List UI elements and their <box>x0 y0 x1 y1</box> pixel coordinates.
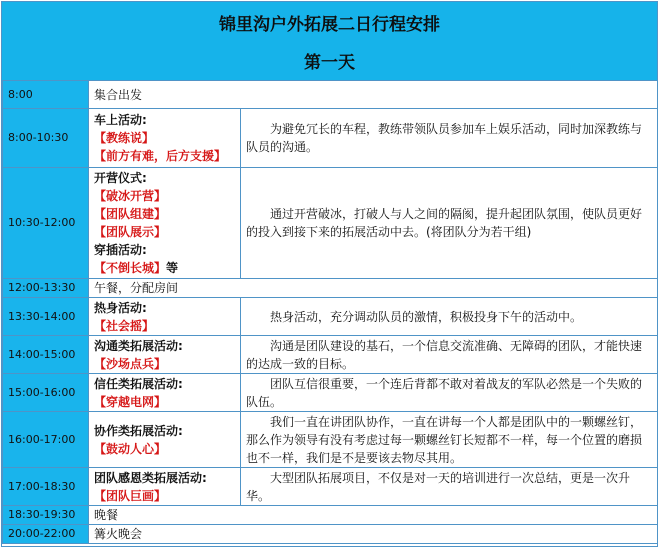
description-cell <box>241 374 658 412</box>
description-cell <box>241 336 658 374</box>
activity-item: 【破冰开营】 <box>94 189 167 203</box>
table-row <box>3 374 658 412</box>
schedule-sheet <box>1 1 658 547</box>
table-row <box>3 109 658 168</box>
activity-cell <box>89 412 241 468</box>
time-cell: 20:00-22:00 <box>3 525 89 544</box>
description-cell <box>241 468 658 506</box>
table-row <box>3 298 658 336</box>
time-cell: 17:00-18:30 <box>3 468 89 506</box>
activity-item-suffix: 等 <box>166 261 179 275</box>
description-cell <box>241 412 658 468</box>
description-text: 通过开营破冰，打破人与人之间的隔阂，提升起团队氛围，使队员更好的投入到接下来的拓展活动中去。(将团队分为若干组) <box>246 207 643 239</box>
activity-item: 【团队组建】 <box>94 207 167 221</box>
page-title: 锦里沟户外拓展二日行程安排 <box>219 15 440 35</box>
activity-label: 沟通类拓展活动: <box>94 338 183 353</box>
activity-label: 开营仪式: <box>94 171 147 185</box>
description-text: 大型团队拓展项目，不仅是对一天的培训进行一次总结，更是一次升华。 <box>246 470 631 503</box>
activity-cell <box>89 109 241 168</box>
activity-item: 【穿越电网】 <box>94 394 167 409</box>
table-row <box>3 412 658 468</box>
activity-cell <box>89 336 241 374</box>
activity-item: 【团队展示】 <box>94 225 167 239</box>
table-row <box>3 525 658 544</box>
activity-cell <box>89 374 241 412</box>
description-text: 热身活动，充分调动队员的激情，积极投身下午的活动中。 <box>270 309 583 324</box>
description-text: 我们一直在讲团队协作，一直在讲每一个人都是团队中的一颗螺丝钉，那么作为领导有没有考虑过每一颗螺丝钉长短都不一样，每一个位置的磨损也不一样，我们是不是要该去物尽其用。 <box>246 414 643 465</box>
activity-item: 【前方有难，后方支援】 <box>94 149 227 163</box>
description-text: 为避免冗长的车程，教练带领队员参加车上娱乐活动，同时加深教练与队员的沟通。 <box>246 122 643 154</box>
time-cell: 8:00 <box>3 81 89 109</box>
activity-cell: 集合出发 <box>89 81 658 109</box>
activity-label: 信任类拓展活动: <box>94 376 183 391</box>
schedule-table <box>2 80 658 544</box>
table-row <box>3 81 658 109</box>
activity-item-row <box>94 259 235 277</box>
activity-cell <box>89 168 241 279</box>
time-cell: 14:00-15:00 <box>3 336 89 374</box>
activity-item: 【团队巨画】 <box>94 488 167 503</box>
description-text: 团队互信很重要，一个连后背都不敢对着战友的军队必然是一个失败的队伍。 <box>246 376 643 409</box>
table-row <box>3 168 658 279</box>
activity-label: 协作类拓展活动: <box>94 423 183 438</box>
day-heading: 第一天 <box>304 53 355 73</box>
activity-cell: 晚餐 <box>89 506 658 525</box>
description-cell <box>241 168 658 279</box>
description-cell <box>241 109 658 168</box>
time-cell: 18:30-19:30 <box>3 506 89 525</box>
time-cell: 12:00-13:30 <box>3 279 89 298</box>
time-cell: 13:30-14:00 <box>3 298 89 336</box>
activity-cell: 午餐，分配房间 <box>89 279 658 298</box>
activity-item: 【社会摇】 <box>94 318 155 333</box>
time-cell: 8:00-10:30 <box>3 109 89 168</box>
description-cell <box>241 298 658 336</box>
table-row <box>3 468 658 506</box>
activity-cell <box>89 298 241 336</box>
activity-item: 【鼓动人心】 <box>94 441 167 456</box>
activity-cell: 篝火晚会 <box>89 525 658 544</box>
time-cell: 15:00-16:00 <box>3 374 89 412</box>
time-cell: 16:00-17:00 <box>3 412 89 468</box>
activity-item: 【教练说】 <box>94 131 155 145</box>
activity-label-secondary: 穿插活动: <box>94 243 147 257</box>
activity-label: 团队感恩类拓展活动: <box>94 470 207 485</box>
activity-cell <box>89 468 241 506</box>
schedule-header <box>2 2 657 80</box>
activity-item: 【沙场点兵】 <box>94 356 167 371</box>
description-text: 沟通是团队建设的基石，一个信息交流准确、无障碍的团队，才能快速的达成一致的目标。 <box>246 338 643 371</box>
time-cell: 10:30-12:00 <box>3 168 89 279</box>
table-row <box>3 279 658 298</box>
table-row <box>3 506 658 525</box>
table-row <box>3 336 658 374</box>
activity-label: 热身活动: <box>94 300 147 315</box>
activity-label: 车上活动: <box>94 113 147 127</box>
activity-item: 【不倒长城】 <box>94 261 167 275</box>
